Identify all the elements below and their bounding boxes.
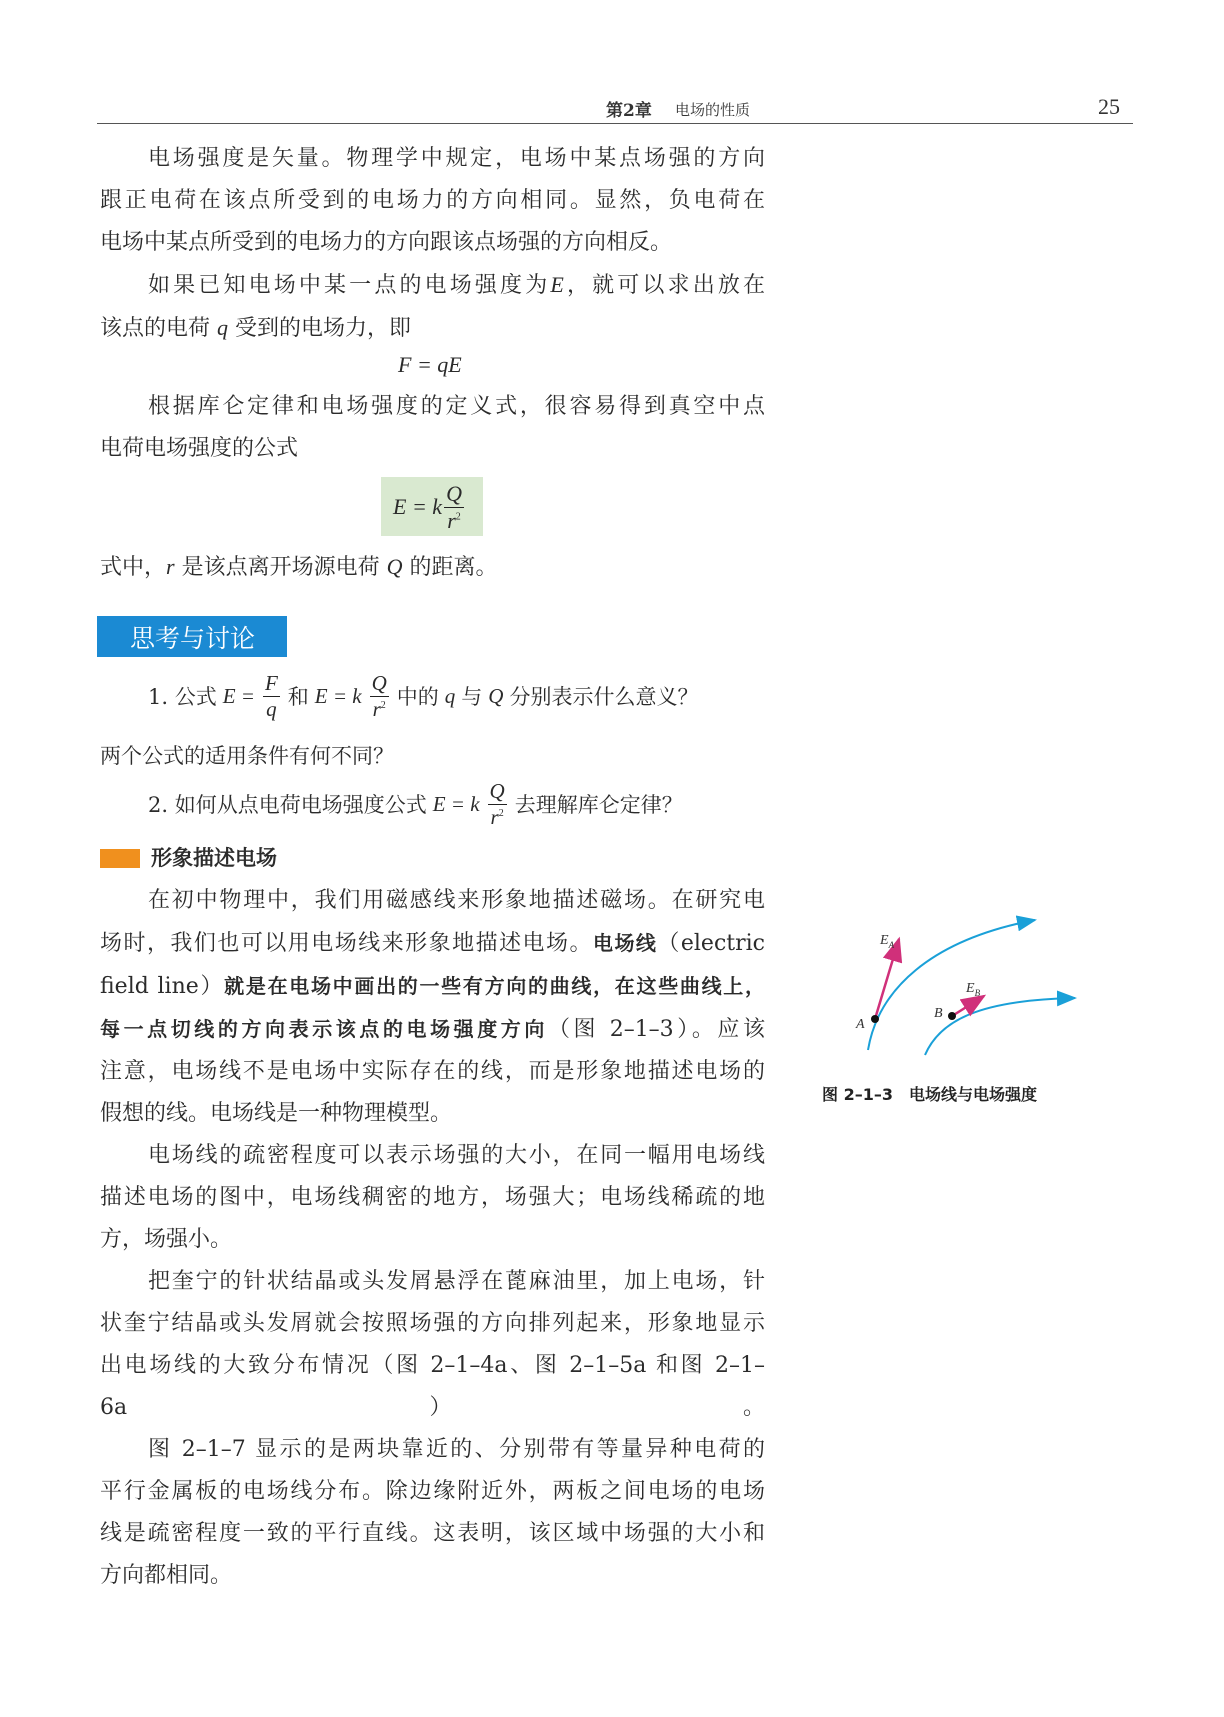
fraction: $\frac{F}{q}$: [264, 670, 278, 721]
text-line: 该点的电荷 q 受到的电场力，即: [100, 315, 412, 341]
intro-paragraphs: [100, 138, 765, 350]
text-line: 把奎宁的针状结晶或头发屑悬浮在蓖麻油里，加上电场，针: [148, 1269, 765, 1294]
text-line: 方，场强小。: [100, 1227, 233, 1252]
text-line: 式中，r 是该点离开场源电荷 Q 的距离。: [100, 554, 498, 580]
fraction: $\frac{Q}{r^2}$: [489, 778, 505, 829]
distance-note: [100, 546, 765, 589]
text-line: 平行金属板的电场线分布。除边缘附近外，两板之间电场的电场: [100, 1479, 765, 1504]
text-line: 如果已知电场中某一点的电场强度为E，就可以求出放在: [148, 272, 765, 298]
section-marker: [100, 849, 140, 868]
coulomb-paragraph: [100, 386, 765, 470]
text-line: 每一点切线的方向表示该点的电场强度方向（图 2–1–3）。应该: [100, 1017, 765, 1042]
header-rule: [97, 123, 1133, 124]
text-line: 假想的线。电场线是一种物理模型。: [100, 1101, 453, 1126]
section-body: [100, 880, 765, 1597]
label-B: B: [934, 1006, 943, 1021]
label-EA: $E_A$: [880, 933, 895, 950]
section-title: 形象描述电场: [151, 846, 277, 870]
text-line: 注意，电场线不是电场中实际存在的线，而是形象地描述电场的: [100, 1059, 765, 1084]
fraction: $\frac{Q}{r^2}$: [446, 480, 462, 533]
question-1-line-2: 两个公式的适用条件有何不同？: [100, 744, 394, 768]
discussion-title: 思考与讨论: [130, 624, 256, 653]
text-line: 方向都相同。: [100, 1563, 233, 1588]
text-line: 电场强度是矢量。物理学中规定，电场中某点场强的方向: [148, 146, 765, 171]
text-line: 出电场线的大致分布情况（图 2–1–4a、图 2–1–5a 和图 2–1–6a）。: [100, 1353, 765, 1420]
text-line: 跟正电荷在该点所受到的电场力的方向相同。显然，负电荷在: [100, 188, 765, 213]
text-line: 图 2–1–7 显示的是两块靠近的、分别带有等量异种电荷的: [148, 1437, 765, 1462]
page-number: 25: [1098, 94, 1120, 119]
text-line: 线是疏密程度一致的平行直线。这表明，该区域中场强的大小和: [100, 1521, 765, 1546]
text-line: field line）就是在电场中画出的一些有方向的曲线，在这些曲线上，: [100, 974, 765, 999]
label-A: A: [856, 1017, 865, 1032]
fraction: $\frac{Q}{r^2}$: [371, 670, 387, 721]
equation-force: F = qE: [398, 352, 462, 377]
figure-caption: 图 2–1–3 电场线与电场强度: [822, 1085, 1037, 1104]
chapter-title: 电场的性质: [675, 101, 751, 119]
text-line: 在初中物理中，我们用磁感线来形象地描述磁场。在研究电: [148, 888, 765, 913]
question-2: 2. 如何从点电荷电场强度公式 E = k $\frac{Q}{r^2}$ 去理解库仑定律？: [148, 778, 683, 829]
field-line-lower: [925, 998, 1075, 1055]
text-line: 根据库仑定律和电场强度的定义式，很容易得到真空中点: [148, 394, 765, 419]
text-line: 电场线的疏密程度可以表示场强的大小，在同一幅用电场线: [148, 1143, 765, 1168]
text-line: 电荷电场强度的公式: [100, 436, 299, 461]
text-line: 电场中某点所受到的电场力的方向跟该点场强的方向相反。: [100, 230, 673, 255]
text-line: 描述电场的图中，电场线稠密的地方，场强大；电场线稀疏的地: [100, 1185, 765, 1210]
vector-EB: [952, 996, 984, 1016]
point-A: [871, 1015, 879, 1023]
label-EB: $E_B$: [966, 981, 981, 998]
point-B: [948, 1012, 956, 1020]
vector-EA: [875, 939, 899, 1019]
question-1: 1. 公式 E = $\frac{F}{q}$ 和 E = k $\frac{Q}{r^2}$ 中的 q 与 Q 分别表示什么意义？: [148, 670, 699, 721]
text-line: 场时，我们也可以用电场线来形象地描述电场。电场线（electric: [100, 931, 765, 956]
chapter-number: 第2章: [606, 101, 652, 121]
field-line-figure: [830, 900, 1100, 1070]
text-line: 状奎宁结晶或头发屑就会按照场强的方向排列起来，形象地显示: [100, 1311, 765, 1336]
equation-point-charge: E = k $\frac{Q}{r^2}$: [393, 480, 462, 533]
